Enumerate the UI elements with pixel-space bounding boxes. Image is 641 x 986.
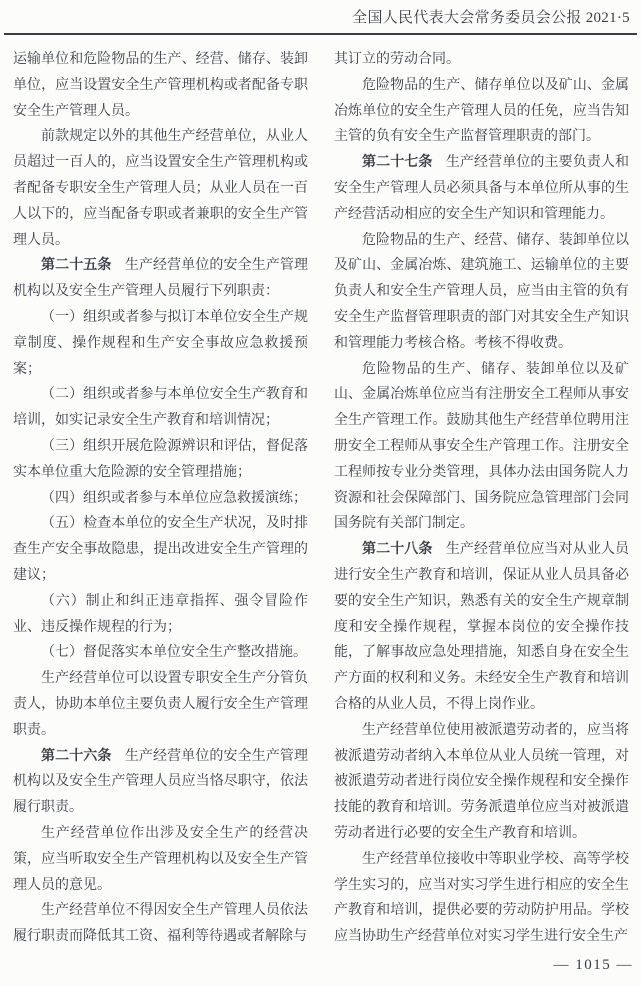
paragraph: （三）组织开展危险源辨识和评估，督促落实本单位重大危险源的安全管理措施； [13, 438, 308, 480]
paragraph: 危险物品的生产、经营、储存、装卸单位以及矿山、金属冶炼、建筑施工、运输单位的主要负责人和安全生产管理人员，应当由主管的负有安全生产监督管理职责的部门对其安全生产知识和管理能力考核合格。考核不得收费。 [334, 232, 629, 351]
paragraph: 生产经营单位不得因安全生产管理人员依法履行职责而降低其工资、福利等待遇或者解除与 [13, 903, 308, 945]
article-number: 第二十七条 [362, 155, 433, 171]
article-paragraph: 第二十五条 生产经营单位的安全生产管理机构以及安全生产管理人员履行下列职责： [13, 258, 309, 300]
left-column [13, 47, 308, 950]
paragraph: 危险物品的生产、储存单位以及矿山、金属冶炼单位的安全生产管理人员的任免，应当告知主管的负有安全生产监督管理职责的部门。 [334, 77, 629, 145]
paragraph: 生产经营单位作出涉及安全生产的经营决策，应当听取安全生产管理机构以及安全生产管理人员的意见。 [13, 825, 308, 893]
paragraph: （二）组织或者参与本单位安全生产教育和培训，如实记录安全生产教育和培训情况； [13, 387, 308, 429]
article-paragraph: 第二十七条 生产经营单位的主要负责人和安全生产管理人员必须具备与本单位所从事的生产经营活动相应的安全生产知识和管理能力。 [334, 155, 630, 222]
page-header [0, 7, 630, 29]
paragraph: 生产经营单位使用被派遣劳动者的，应当将被派遣劳动者纳入本单位从业人员统一管理，对被派遣劳动者进行岗位安全操作规程和安全操作技能的教育和培训。劳务派遣单位应当对被派遣劳动者进行必要的安全生产教育和培训。 [334, 722, 629, 841]
header-divider [4, 33, 637, 35]
paragraph: 前款规定以外的其他生产经营单位，从业人员超过一百人的，应当设置安全生产管理机构或者配备专职安全生产管理人员；从业人员在一百人以下的，应当配备专职或者兼职的安全生产管理人员。 [13, 129, 308, 248]
article-number: 第二十六条 [41, 748, 112, 764]
paragraph: 其订立的劳动合同。 [334, 52, 460, 67]
page-number: — 1015 — [553, 957, 633, 973]
paragraph: （四）组织或者参与本单位应急救援演练； [41, 490, 307, 506]
paragraph: （六）制止和纠正违章指挥、强令冒险作业、违反操作规程的行为； [13, 593, 308, 635]
article-paragraph: 第二十六条 生产经营单位的安全生产管理机构以及安全生产管理人员应当恪尽职守，依法履行职责。 [13, 748, 309, 816]
document-body [13, 47, 629, 950]
paragraph: 运输单位和危险物品的生产、经营、储存、装卸单位，应当设置安全生产管理机构或者配备专职安全生产管理人员。 [13, 52, 308, 119]
gazette-title: 全国人民代表大会常务委员会公报 2021·5 [352, 10, 630, 26]
article-number: 第二十五条 [41, 258, 112, 274]
paragraph: 生产经营单位接收中等职业学校、高等学校学生实习的，应当对实习学生进行相应的安全生产教育和培训，提供必要的劳动防护用品。学校应当协助生产经营单位对实习学生进行安全生产 [334, 851, 629, 945]
paragraph: （七）督促落实本单位安全生产整改措施。 [41, 645, 307, 661]
article-number: 第二十八条 [362, 542, 433, 558]
paragraph: （一）组织或者参与拟订本单位安全生产规章制度、操作规程和生产安全事故应急救援预案； [13, 309, 308, 377]
paragraph: （五）检查本单位的安全生产状况，及时排查生产安全事故隐患，提出改进安全生产管理的建议； [13, 516, 308, 583]
paragraph: 危险物品的生产、储存、装卸单位以及矿山、金属冶炼单位应当有注册安全工程师从事安全生产管理工作。鼓励其他生产经营单位聘用注册安全工程师从事安全生产管理工作。注册安全工程师按专业分类管理，具体办法由国务院人力资源和社会保障部门、国务院应急管理部门会同国务院有关部门制定。 [334, 361, 629, 532]
paragraph: 生产经营单位可以设置专职安全生产分管负责人，协助本单位主要负责人履行安全生产管理职责。 [13, 671, 308, 738]
right-column [334, 47, 629, 950]
article-paragraph: 第二十八条 生产经营单位应当对从业人员进行安全生产教育和培训，保证从业人员具备必要的安全生产知识，熟悉有关的安全生产规章制度和安全操作规程，掌握本岗位的安全操作技能，了解事故应急处理措施，知悉自身在安全生产方面的权利和义务。未经安全生产教育和培训合格的从业人员，不得上岗作业。 [334, 542, 630, 712]
